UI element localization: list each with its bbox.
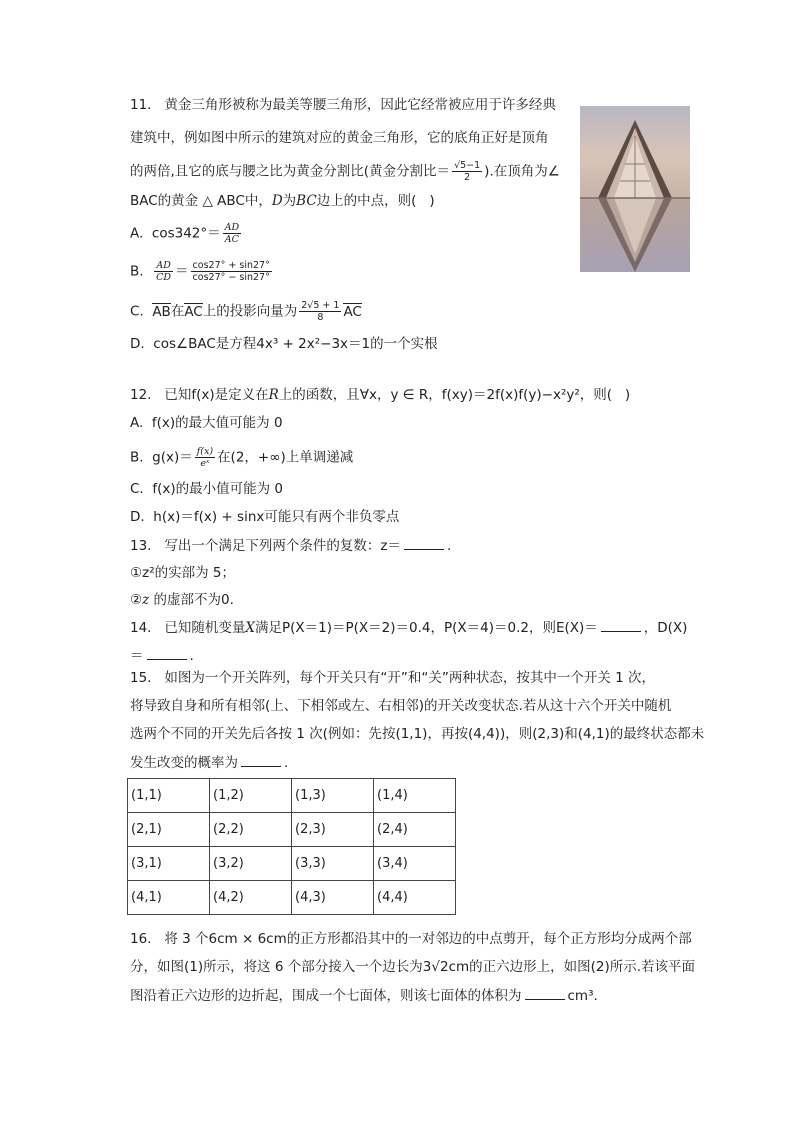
q14-line-1: 14. 已知随机变量X满足P(X＝1)＝P(X＝2)＝0.4，P(X＝4)＝0.2，则E(X)＝ ，D(X) xyxy=(130,617,687,638)
table-cell: (2,2) xyxy=(210,813,292,847)
q16-line-1: 16. 将 3 个6cm × 6cm的正方形都沿其中的一对邻边的中点剪开，每个正方形均分成两个部 xyxy=(130,931,692,947)
q12-option-b: B. g(x)＝ $\frac{f(x)}{\text{eˣ}}$ 在(2，+∞)上单调递减 xyxy=(130,446,354,469)
q11-line-4: BAC的黄金 △ ABC中，D为BC边上的中点，则( ) xyxy=(130,193,435,209)
table-row xyxy=(128,813,456,847)
q14-line-2: ＝ . xyxy=(130,645,194,666)
a-frame-building-photo xyxy=(580,106,690,272)
q11-option-c: C. AB在AC上的投影向量为 $\frac{2√5 + 1}{8}$ AC xyxy=(130,300,362,323)
q11-option-b: B. $\frac{AD}{CD}$ ＝ $\frac{\cos 27^\circ + \sin 27^\circ}{\cos 27^\circ - \sin 27^\circ}$ xyxy=(130,260,270,283)
q15-line-1: 15. 如图为一个开关阵列，每个开关只有“开”和“关”两种状态，按其中一个开关 1 次， xyxy=(130,670,655,686)
table-row xyxy=(128,779,456,813)
q13-line-1: 13. 写出一个满足下列两个条件的复数：z＝ . xyxy=(130,535,451,556)
answer-blank[interactable] xyxy=(147,645,187,660)
q11-option-d: D. cos∠BAC是方程4x³ + 2x²−3x＝1的一个实根 xyxy=(130,336,438,352)
answer-blank[interactable] xyxy=(241,752,281,767)
answer-blank[interactable] xyxy=(601,617,641,632)
q12-line-1: 12. 已知f(x)是定义在R上的函数，且∀x，y ∈ R，f(xy)＝2f(x)f(y)−x²y²，则( ) xyxy=(130,387,631,403)
table-cell: (4,4) xyxy=(374,881,456,915)
q11-line-1: 11. 黄金三角形被称为最美等腰三角形，因此它经常被应用于许多经典 xyxy=(130,97,556,113)
table-cell: (1,4) xyxy=(374,779,456,813)
q16-line-2: 分，如图(1)所示，将这 6 个部分接入一个边长为3√2cm的正六边形上，如图(2)所示.若该平面 xyxy=(130,959,696,975)
table-row xyxy=(128,847,456,881)
q11-line-3: 的两倍,且它的底与腰之比为黄金分割比(黄金分割比＝ $\frac{√5-1}{2}$ ).在顶角为∠ xyxy=(130,160,560,183)
q15-line-2: 将导致自身和所有相邻(上、下相邻或左、右相邻)的开关改变状态.若从这十六个开关中随机 xyxy=(130,698,672,714)
table-cell: (4,2) xyxy=(210,881,292,915)
table-cell: (2,1) xyxy=(128,813,210,847)
a-frame-building-icon xyxy=(580,106,690,272)
q15-line-4: 发生改变的概率为 . xyxy=(130,752,288,773)
q13-condition-1: ①z²的实部为 5； xyxy=(130,565,235,581)
q13-condition-2: ②z 的虚部不为0. xyxy=(130,592,234,608)
table-cell: (1,3) xyxy=(292,779,374,813)
table-cell: (3,1) xyxy=(128,847,210,881)
table-cell: (3,3) xyxy=(292,847,374,881)
table-cell: (2,3) xyxy=(292,813,374,847)
q11-line-2: 建筑中，例如图中所示的建筑对应的黄金三角形，它的底角正好是顶角 xyxy=(130,130,549,146)
table-cell: (4,3) xyxy=(292,881,374,915)
table-cell: (1,1) xyxy=(128,779,210,813)
table-row xyxy=(128,881,456,915)
q15-line-3: 选两个不同的开关先后各按 1 次(例如：先按(1,1)，再按(4,4))，则(2,3)和(4,1)的最终状态都未 xyxy=(130,726,705,742)
answer-blank[interactable] xyxy=(404,535,444,550)
golden-ratio-fraction: $\frac{√5-1}{2}$ xyxy=(454,160,481,183)
answer-blank[interactable] xyxy=(525,985,565,1000)
q12-option-a: A. f(x)的最大值可能为 0 xyxy=(130,415,283,431)
q12-option-c: C. f(x)的最小值可能为 0 xyxy=(130,481,283,497)
q16-line-3: 图沿着正六边形的边折起，围成一个七面体，则该七面体的体积为 cm³. xyxy=(130,985,598,1006)
table-cell: (3,4) xyxy=(374,847,456,881)
q12-option-d: D. h(x)＝f(x) + sinx可能只有两个非负零点 xyxy=(130,509,400,525)
table-cell: (2,4) xyxy=(374,813,456,847)
table-cell: (3,2) xyxy=(210,847,292,881)
table-cell: (1,2) xyxy=(210,779,292,813)
table-cell: (4,1) xyxy=(128,881,210,915)
q11-option-a: A. cos342°＝ $\frac{AD}{AC}$ xyxy=(130,222,240,245)
switch-array-table xyxy=(127,778,456,915)
